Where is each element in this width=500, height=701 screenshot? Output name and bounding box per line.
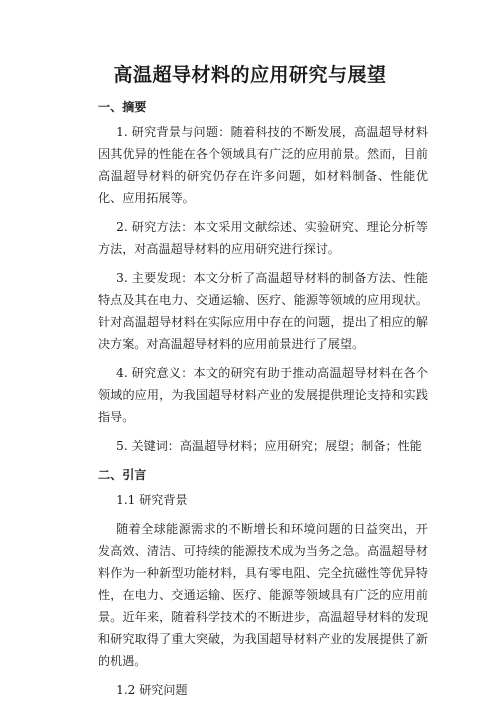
abstract-item-findings: 3. 主要发现：本文分析了高温超导材料的制备方法、性能特点及其在电力、交通运输、医疗、能源等领域的应用现状。针对高温超导材料在实际应用中存在的问题，提出了相应的解决方案。对高温超导材料的应用前景进行了展望。 (98, 271, 428, 351)
section-heading-abstract: 一、摘要 (98, 100, 147, 114)
section-heading-introduction: 二、引言 (98, 468, 147, 482)
subsection-heading-problem: 1.2 研究问题 (116, 683, 188, 697)
page-title: 高温超导材料的应用研究与展望 (113, 64, 387, 86)
subsection-heading-background: 1.1 研究背景 (116, 493, 188, 507)
abstract-item-method: 2. 研究方法：本文采用文献综述、实验研究、理论分析等方法，对高温超导材料的应用研究进行探讨。 (98, 220, 428, 256)
abstract-item-background: 1. 研究背景与问题：随着科技的不断发展，高温超导材料因其优异的性能在各个领域具有广泛的应用前景。然而，目前高温超导材料的研究仍存在许多问题，如材料制备、性能优化、应用拓展等。 (98, 125, 428, 205)
document-body (98, 96, 428, 701)
abstract-item-keywords: 5. 关键词：高温超导材料；应用研究；展望；制备；性能 (116, 439, 422, 453)
background-paragraph: 随着全球能源需求的不断增长和环境问题的日益突出，开发高效、清洁、可持续的能源技术成为当务之急。高温超导材料作为一种新型功能材料，具有零电阻、完全抗磁性等优异特性，在电力、交通运输、医疗、能源等领域具有广泛的应用前景。近年来，随着科学技术的不断进步，高温超导材料的发现和研究取得了重大突破，为我国超导材料产业的发展提供了新的机遇。 (98, 522, 428, 668)
abstract-item-significance: 4. 研究意义：本文的研究有助于推动高温超导材料在各个领域的应用，为我国超导材料产业的发展提供理论支持和实践指导。 (98, 366, 428, 424)
